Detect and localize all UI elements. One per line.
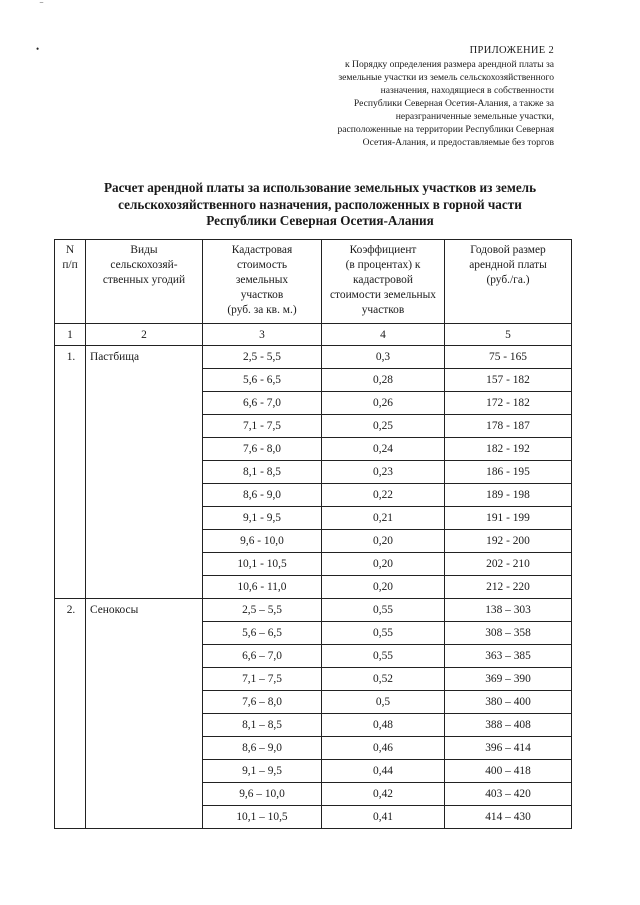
cadastral-value-cell: 10,1 - 10,5 xyxy=(203,553,322,576)
coefficient-cell: 0,20 xyxy=(322,576,445,599)
annex-line: земельные участки из земель сельскохозяйственного xyxy=(338,72,554,83)
coefficient-cell: 0,46 xyxy=(322,737,445,760)
coefficient-cell: 0,26 xyxy=(322,392,445,415)
annual-rent-cell: 75 - 165 xyxy=(445,346,572,369)
column-number: 4 xyxy=(322,324,445,346)
annual-rent-cell: 400 – 418 xyxy=(445,760,572,783)
coefficient-cell: 0,48 xyxy=(322,714,445,737)
cadastral-value-cell: 6,6 – 7,0 xyxy=(203,645,322,668)
annual-rent-cell: 178 - 187 xyxy=(445,415,572,438)
annex-line: Осетия-Алания, и предоставляемые без торгов xyxy=(362,137,554,148)
cadastral-value-cell: 8,1 - 8,5 xyxy=(203,461,322,484)
annex-line: к Порядку определения размера арендной платы за xyxy=(344,59,554,70)
coefficient-cell: 0,21 xyxy=(322,507,445,530)
annual-rent-cell: 388 – 408 xyxy=(445,714,572,737)
annual-rent-cell: 182 - 192 xyxy=(445,438,572,461)
annual-rent-cell: 414 – 430 xyxy=(445,806,572,829)
annual-rent-cell: 396 – 414 xyxy=(445,737,572,760)
coefficient-cell: 0,5 xyxy=(322,691,445,714)
annual-rent-cell: 212 - 220 xyxy=(445,576,572,599)
column-number: 2 xyxy=(86,324,203,346)
table-row xyxy=(55,346,572,369)
annual-rent-cell: 157 - 182 xyxy=(445,369,572,392)
coefficient-cell: 0,28 xyxy=(322,369,445,392)
coefficient-cell: 0,41 xyxy=(322,806,445,829)
annual-rent-cell: 363 – 385 xyxy=(445,645,572,668)
title-line: сельскохозяйственного назначения, расположенных в горной части xyxy=(118,196,522,212)
land-kind: Сенокосы xyxy=(86,599,203,829)
annex-line: назначения, находящиеся в собственности xyxy=(380,85,554,96)
land-kind: Пастбища xyxy=(86,346,203,599)
annual-rent-cell: 308 – 358 xyxy=(445,622,572,645)
cadastral-value-cell: 7,1 - 7,5 xyxy=(203,415,322,438)
header-cell: Годовой размер арендной платы (руб./га.) xyxy=(445,240,572,324)
scan-mark: ‾ xyxy=(40,2,43,12)
annex-header xyxy=(284,44,554,149)
cadastral-value-cell: 9,6 – 10,0 xyxy=(203,783,322,806)
annual-rent-cell: 172 - 182 xyxy=(445,392,572,415)
header-cell: Виды сельскохозяй- ственных угодий xyxy=(86,240,203,324)
title-line: Республики Северная Осетия-Алания xyxy=(206,213,434,228)
annex-line: неразграниченные земельные участки, xyxy=(395,111,554,122)
cadastral-value-cell: 7,6 – 8,0 xyxy=(203,691,322,714)
coefficient-cell: 0,55 xyxy=(322,645,445,668)
coefficient-cell: 0,23 xyxy=(322,461,445,484)
title-line: Расчет арендной платы за использование земельных участков из земель xyxy=(103,180,537,195)
coefficient-cell: 0,42 xyxy=(322,783,445,806)
annual-rent-cell: 138 – 303 xyxy=(445,599,572,622)
annual-rent-cell: 186 - 195 xyxy=(445,461,572,484)
column-number: 5 xyxy=(445,324,572,346)
column-number-row xyxy=(55,324,572,346)
cadastral-value-cell: 6,6 - 7,0 xyxy=(203,392,322,415)
annex-line: Республики Северная Осетия-Алания, а также за xyxy=(353,98,554,109)
header-cell: N п/п xyxy=(55,240,86,324)
cadastral-value-cell: 7,1 – 7,5 xyxy=(203,668,322,691)
cadastral-value-cell: 8,1 – 8,5 xyxy=(203,714,322,737)
cadastral-value-cell: 5,6 – 6,5 xyxy=(203,622,322,645)
coefficient-cell: 0,22 xyxy=(322,484,445,507)
annual-rent-cell: 202 - 210 xyxy=(445,553,572,576)
rent-table xyxy=(54,239,572,829)
document-title xyxy=(60,180,580,230)
annex-line: расположенные на территории Республики Северная xyxy=(337,124,554,135)
cadastral-value-cell: 9,6 - 10,0 xyxy=(203,530,322,553)
cadastral-value-cell: 2,5 - 5,5 xyxy=(203,346,322,369)
header-cell: Кадастровая стоимость земельных участков (руб. за кв. м.) xyxy=(203,240,322,324)
cadastral-value-cell: 9,1 - 9,5 xyxy=(203,507,322,530)
coefficient-cell: 0,55 xyxy=(322,599,445,622)
table-row xyxy=(55,599,572,622)
annual-rent-cell: 369 – 390 xyxy=(445,668,572,691)
table-header-row xyxy=(55,240,572,324)
annex-heading: ПРИЛОЖЕНИЕ 2 xyxy=(469,45,554,56)
annual-rent-cell: 380 – 400 xyxy=(445,691,572,714)
column-number: 3 xyxy=(203,324,322,346)
cadastral-value-cell: 5,6 - 6,5 xyxy=(203,369,322,392)
annual-rent-cell: 192 - 200 xyxy=(445,530,572,553)
annual-rent-cell: 189 - 198 xyxy=(445,484,572,507)
cadastral-value-cell: 8,6 – 9,0 xyxy=(203,737,322,760)
annual-rent-cell: 403 – 420 xyxy=(445,783,572,806)
coefficient-cell: 0,25 xyxy=(322,415,445,438)
coefficient-cell: 0,3 xyxy=(322,346,445,369)
cadastral-value-cell: 8,6 - 9,0 xyxy=(203,484,322,507)
coefficient-cell: 0,20 xyxy=(322,530,445,553)
coefficient-cell: 0,52 xyxy=(322,668,445,691)
header-cell: Коэффициент (в процентах) к кадастровой стоимости земельных участков xyxy=(322,240,445,324)
cadastral-value-cell: 10,1 – 10,5 xyxy=(203,806,322,829)
cadastral-value-cell: 10,6 - 11,0 xyxy=(203,576,322,599)
coefficient-cell: 0,24 xyxy=(322,438,445,461)
scan-mark: • xyxy=(36,44,40,54)
coefficient-cell: 0,44 xyxy=(322,760,445,783)
cadastral-value-cell: 7,6 - 8,0 xyxy=(203,438,322,461)
coefficient-cell: 0,55 xyxy=(322,622,445,645)
cadastral-value-cell: 9,1 – 9,5 xyxy=(203,760,322,783)
coefficient-cell: 0,20 xyxy=(322,553,445,576)
cadastral-value-cell: 2,5 – 5,5 xyxy=(203,599,322,622)
row-number: 1. xyxy=(55,346,86,599)
annual-rent-cell: 191 - 199 xyxy=(445,507,572,530)
row-number: 2. xyxy=(55,599,86,829)
column-number: 1 xyxy=(55,324,86,346)
